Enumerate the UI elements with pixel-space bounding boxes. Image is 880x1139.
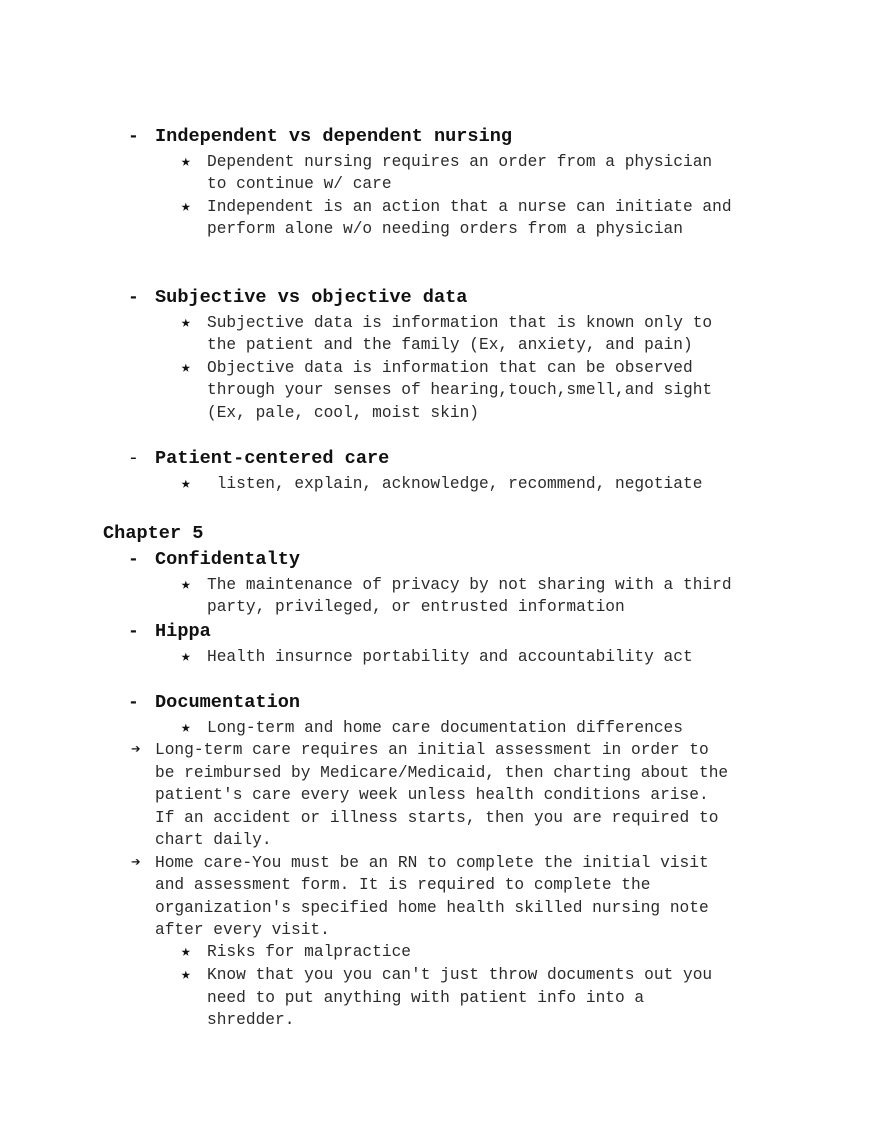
dash-marker: - [128,693,139,713]
section-heading-confidentiality: Confidentalty [155,549,301,570]
bullet-text: Independent is an action that a nurse can initiate and [207,198,732,216]
arrow-text: be reimbursed by Medicare/Medicaid, then charting about the [155,764,729,782]
bullet-text: the patient and the family (Ex, anxiety, and pain) [207,336,693,354]
arrow-text: Long-term care requires an initial assessment in order to [155,741,709,759]
arrow-text: and assessment form. It is required to complete the [155,876,651,894]
bullet-text: Objective data is information that can be observed [207,359,693,377]
bullet-text: Subjective data is information that is known only to [207,314,713,332]
dash-marker: - [128,550,139,570]
bullet-text: Health insurnce portability and accountability act [207,648,693,666]
bullet-text: Dependent nursing requires an order from a physician [207,153,713,171]
star-bullet-icon: ★ [181,359,191,377]
dash-marker: - [128,288,139,308]
bullet-text: listen, explain, acknowledge, recommend, negotiate [207,475,703,493]
bullet-text: through your senses of hearing,touch,smell,and sight [207,381,713,399]
star-bullet-icon: ★ [181,475,191,493]
star-bullet-icon: ★ [181,153,191,171]
bullet-text: shredder. [207,1011,295,1029]
arrow-text: chart daily. [155,831,272,849]
star-bullet-icon: ★ [181,966,191,984]
star-bullet-icon: ★ [181,314,191,332]
arrow-bullet-icon: ➔ [131,741,141,759]
arrow-text: patient's care every week unless health conditions arise. [155,786,709,804]
section-heading-patient-centered: Patient-centered care [155,448,390,469]
bullet-text: (Ex, pale, cool, moist skin) [207,404,479,422]
dash-marker: - [128,622,139,642]
bullet-text: perform alone w/o needing orders from a physician [207,220,683,238]
star-bullet-icon: ★ [181,943,191,961]
star-bullet-icon: ★ [181,576,191,594]
arrow-text: If an accident or illness starts, then you are required to [155,809,719,827]
arrow-bullet-icon: ➔ [131,854,141,872]
section-heading-subjective: Subjective vs objective data [155,287,468,308]
section-heading-hippa: Hippa [155,621,211,642]
arrow-text: organization's specified home health skilled nursing note [155,899,709,917]
arrow-text: after every visit. [155,921,330,939]
bullet-text: The maintenance of privacy by not sharing with a third [207,576,732,594]
star-bullet-icon: ★ [181,719,191,737]
bullet-text: Long-term and home care documentation differences [207,719,683,737]
chapter-title: Chapter 5 [103,523,204,544]
star-bullet-icon: ★ [181,648,191,666]
bullet-text: to continue w/ care [207,175,392,193]
section-heading-documentation: Documentation [155,692,301,713]
section-heading-independent: Independent vs dependent nursing [155,126,513,147]
arrow-text: Home care-You must be an RN to complete the initial visit [155,854,709,872]
star-bullet-icon: ★ [181,198,191,216]
bullet-text: need to put anything with patient info into a [207,989,645,1007]
dash-marker: - [128,127,139,147]
bullet-text: Risks for malpractice [207,943,411,961]
bullet-text: party, privileged, or entrusted information [207,598,625,616]
dash-marker: - [128,449,139,469]
bullet-text: Know that you you can't just throw documents out you [207,966,713,984]
